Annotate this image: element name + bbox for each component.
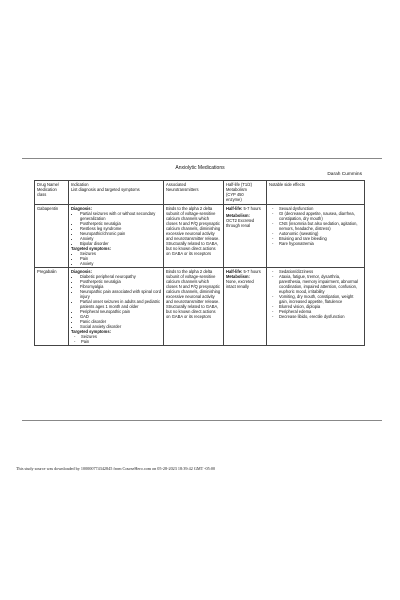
header-halflife bbox=[224, 181, 267, 205]
table-row bbox=[35, 204, 365, 267]
top-rule bbox=[22, 158, 382, 159]
neurotransmitter-cell: Binds to the alpha 2 delta subunit of voltage-sensitive calcium channels which closes N and P/Q presynaptic calcium channels, diminishing excessive neuronal activity and neurotransmitter release. Structurally related to GABA, but no known direct actions on GABA or its receptors bbox=[164, 204, 224, 267]
halflife-value: 5-7 hours bbox=[243, 205, 261, 211]
download-footer: This study source was downloaded by 100000774342845 from CourseHero.com on 05-28-2023 18:39:42 GMT -05:00 bbox=[16, 466, 216, 471]
list-item: • Peripheral neuropathic pain bbox=[80, 309, 161, 314]
list-item: - Autonomic (sweating) bbox=[279, 231, 362, 236]
diagnosis-list bbox=[71, 211, 161, 246]
list-item: - Peripheral edema bbox=[279, 309, 362, 314]
header-drug: Drug Name/ Medication class bbox=[35, 181, 69, 205]
header-halflife-line4: enzyme) bbox=[226, 196, 242, 202]
list-item: • Partial onset seizures in adults and pediatric patients ages 1 month and older bbox=[80, 299, 161, 309]
symptom-list bbox=[71, 334, 161, 344]
metabolism-value: OCT2 Excreted through renal bbox=[226, 217, 255, 228]
metabolism-value: None, excreted intact renally bbox=[226, 278, 254, 289]
indication-cell bbox=[69, 267, 164, 345]
list-item: - Vomiting, dry mouth, constipation, weight gain, increased appetite, flatulence bbox=[279, 294, 362, 304]
document-title: Anxiolytic Medications bbox=[175, 165, 225, 171]
metabolism-label: Metabolism: bbox=[226, 212, 250, 218]
header-indication-line2: List diagnosis and targeted symptoms bbox=[71, 186, 140, 192]
list-item: • Diabetic peripheral neuropathy bbox=[80, 274, 161, 279]
list-item: • Seizures bbox=[80, 251, 161, 256]
header-halflife-line1: Half-life (T1/2) bbox=[226, 182, 252, 187]
halflife-label: Half-life: bbox=[226, 205, 243, 211]
author-name: Darah Cummins bbox=[327, 172, 362, 177]
list-item: - Blurred vision, diplopia bbox=[279, 304, 362, 309]
list-item: • GAD bbox=[80, 314, 161, 319]
side-effects-cell bbox=[267, 204, 365, 267]
halflife-cell bbox=[224, 204, 267, 267]
side-effect-list bbox=[269, 206, 362, 246]
list-item: • Anxiety bbox=[80, 236, 161, 241]
header-neuro-line2: Neurotransmitters bbox=[166, 186, 199, 192]
drug-name: Pregabalin bbox=[35, 267, 69, 345]
header-indication-line1: Indication bbox=[71, 182, 89, 187]
list-item: • Partial seizures with or without secondary generalization bbox=[80, 211, 161, 221]
list-item: • Panic disorder bbox=[80, 319, 161, 324]
table-header-row bbox=[35, 181, 365, 205]
list-item: - Bruising and rare bleeding bbox=[279, 236, 362, 241]
list-item: - Rare hyponatremia bbox=[279, 241, 362, 246]
halflife-label: Half-life: bbox=[226, 268, 243, 274]
list-item: - Decrease libido, erectile dysfunction bbox=[279, 314, 362, 319]
list-item: • Pain bbox=[80, 256, 161, 261]
list-item: - Ataxia, fatigue, tremor, dysarthria, paresthesia, memory impairment, abnormal coordination, impaired attention, confusion, euphoric mood, irritability bbox=[279, 274, 362, 294]
medication-table bbox=[34, 180, 365, 346]
list-item: • Fibromyalgia bbox=[80, 284, 161, 289]
list-item: • Bipolar disorder bbox=[80, 241, 161, 246]
halflife-value: 5-7 hours bbox=[243, 268, 261, 274]
header-halflife-line3: (CYP 450 bbox=[226, 191, 244, 197]
side-effects-cell bbox=[267, 267, 365, 345]
list-item: • Postherpetic neuralgia bbox=[80, 279, 161, 284]
list-item: • Anxiety bbox=[80, 261, 161, 266]
table-row bbox=[35, 267, 365, 345]
drug-name: Gabapentin bbox=[35, 204, 69, 267]
header-halflife-line2: Metabolism bbox=[226, 186, 247, 192]
list-item: - Pain bbox=[81, 339, 161, 344]
header-side-effects: Notable side effects bbox=[267, 181, 365, 205]
list-item: • Postherpetic neuralgia bbox=[80, 221, 161, 226]
header-neuro-line1: Associated bbox=[166, 182, 187, 187]
bottom-rule bbox=[22, 420, 382, 421]
list-item: - Sexual dysfunction bbox=[279, 206, 362, 211]
header-indication bbox=[69, 181, 164, 205]
list-item: - GI (decreased appetite, nausea, diarrhea, constipation, dry mouth) bbox=[279, 211, 362, 221]
symptom-list bbox=[71, 251, 161, 266]
diagnosis-label: Diagnosis: bbox=[71, 268, 92, 274]
metabolism-label: Metabolism: bbox=[226, 273, 250, 279]
list-item: - CNS (insomnia but also sedation, agitation, nemors, headache, distress) bbox=[279, 221, 362, 231]
side-effect-list bbox=[269, 269, 362, 319]
list-item: • Neuropathic pain associated with spinal cord injury bbox=[80, 289, 161, 299]
list-item: • Neuropathic/chronic pain bbox=[80, 231, 161, 236]
list-item: • Restless leg syndrome bbox=[80, 226, 161, 231]
neurotransmitter-cell: Binds to the alpha 2 delta subunit of voltage-sensitive calcium channels which closes N and P/Q presynaptic calcium channels, diminishing excessive neuronal activity and neurotransmitter release. Structurally related to GABA, but no known direct actions on GABA or its receptors bbox=[164, 267, 224, 345]
diagnosis-list bbox=[71, 274, 161, 329]
list-item: • Social anxiety disorder bbox=[80, 324, 161, 329]
list-item: - Sedation/dizziness bbox=[279, 269, 362, 274]
indication-cell bbox=[69, 204, 164, 267]
halflife-cell bbox=[224, 267, 267, 345]
header-neurotransmitters bbox=[164, 181, 224, 205]
symptoms-label: Targeted symptoms: bbox=[71, 245, 111, 251]
symptoms-label: Targeted symptoms: bbox=[71, 328, 111, 334]
list-item: - Seizures bbox=[81, 334, 161, 339]
diagnosis-label: Diagnosis: bbox=[71, 205, 92, 211]
